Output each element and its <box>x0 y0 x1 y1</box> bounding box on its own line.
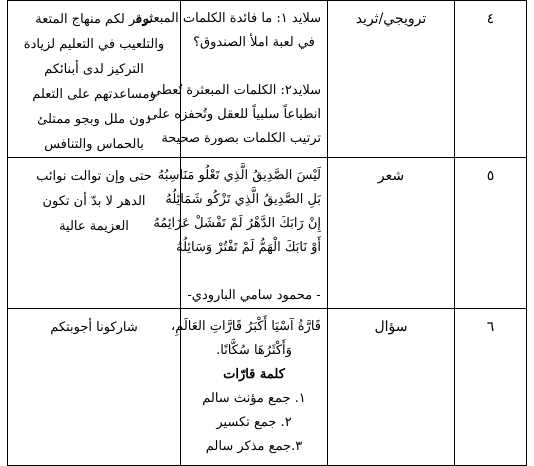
notes-line: العزيمة عالية <box>59 219 129 234</box>
post-type: سؤال <box>328 309 455 466</box>
notes-line: شاركونا أجوبتكم <box>50 320 138 335</box>
content-line: في لعبة املأ الصندوق؟ <box>193 35 315 50</box>
answer-option: ٣.جمع مذكر سالم <box>205 439 303 454</box>
notes-line: دون ملل وبجو ممتلئ <box>37 112 151 127</box>
notes-line: بالحماس والتنافس <box>44 137 144 152</box>
post-notes <box>8 309 181 466</box>
table-row <box>8 1 527 158</box>
poem-verse: لَيْسَ الصَّدِيقُ الَّذِي تَعْلُو مَنَاسِبُهُ <box>157 168 321 183</box>
notes-line: والتلعيب في التعليم لزيادة <box>23 37 165 52</box>
poem-verse: بَلِ الصَّدِيقُ الَّذِي تَزْكُو شَمَائِلُهُ <box>165 192 321 207</box>
row-number: ٥ <box>455 158 527 309</box>
answer-option: ٢. جمع تكسير <box>216 415 292 430</box>
table-row <box>8 158 527 309</box>
poem-author: - محمود سامي البارودي- <box>187 288 321 303</box>
notes-line: توفر لكم منهاج المتعة <box>35 12 153 27</box>
question-line: قَارَّةُ آسْيَا أَكْبَرُ قَارَّاتِ العَالَمِ، <box>171 319 321 334</box>
post-content <box>135 1 328 158</box>
content-line: سلايد٢: الكلمات المبعثرة تُعطي <box>150 83 321 98</box>
poem-verse: إِنْ رَابَكَ الدَّهْرُ لَمْ تَفْشَلْ عَزَائِمُهُ <box>153 216 321 231</box>
row-number: ٤ <box>455 1 527 158</box>
content-line: سلايد ١: ما فائدة الكلمات المبعثرة <box>135 11 321 26</box>
notes-line: حتى وإن توالت نوائب <box>36 169 152 184</box>
content-plan-table <box>7 0 527 466</box>
post-type: ترويجي/ثريد <box>328 1 455 158</box>
notes-line: ومساعدتهم على التعلم <box>32 87 156 102</box>
post-type: شعر <box>328 158 455 309</box>
notes-line: الدهر لا بدّ أن تكون <box>42 194 146 209</box>
post-content <box>171 309 328 466</box>
table-row <box>8 309 527 466</box>
answer-option: ١. جمع مؤنث سالم <box>202 391 306 406</box>
content-line: انطباعاً سلبياً للعقل وتُحفزه على <box>147 107 321 122</box>
notes-line: التركيز لدى أبنائكم <box>44 62 144 77</box>
row-number: ٦ <box>455 309 527 466</box>
poem-verse: أَوْ نَابَكَ الْهَمُّ لَمْ تَفْتُرْ وَسَائِلُهُ <box>176 240 321 255</box>
post-content <box>153 158 328 309</box>
question-prompt: كلمة قارّات <box>223 367 285 382</box>
content-line: ترتيب الكلمات بصورة صحيحة <box>161 131 321 146</box>
question-line: وَأَكْثَرُهَا سُكَّانًا. <box>216 343 292 358</box>
